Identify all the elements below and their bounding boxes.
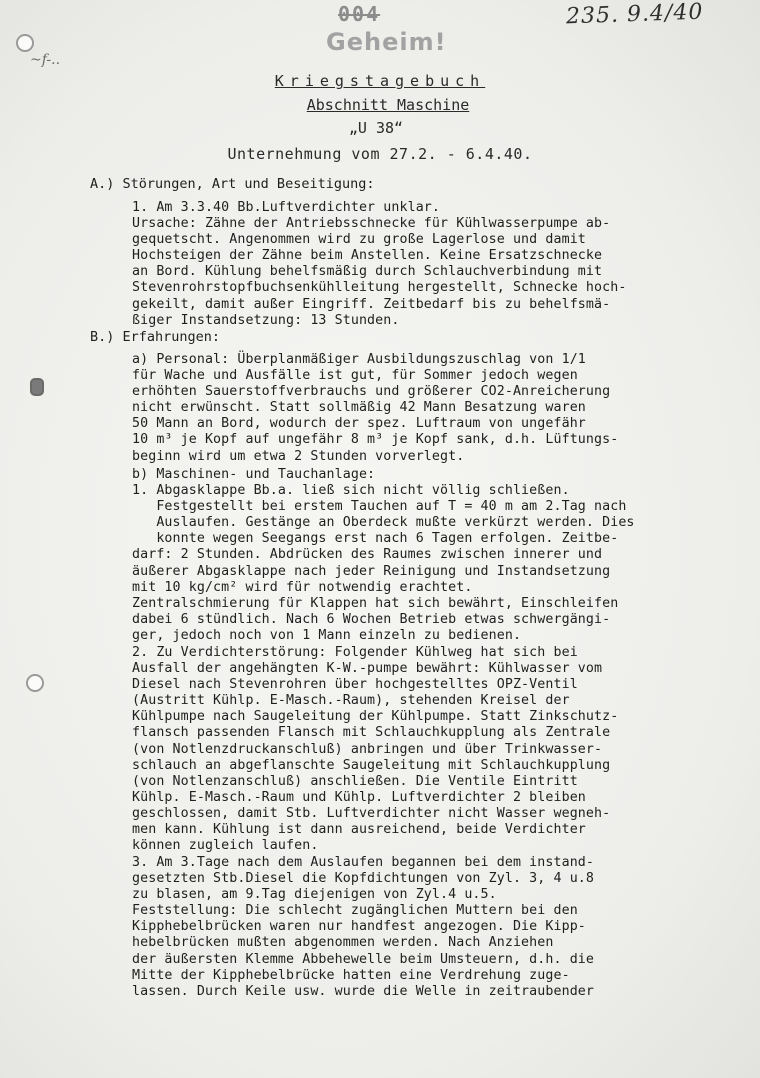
section-b-personnel: a) Personal: Überplanmäßiger Ausbildungszuschlag von 1/1 für Wache und Ausfälle ist gut, für Sommer jedoch wegen erhöhten Sauerstoffverbrauchs und größerer CO2-Anreicherung nicht erwünscht. Statt sollmäßig 42 Mann Besatzung waren 50 Mann an Bord, wodurch der spez. Luftraum von ungefähr 10 m³ je Kopf auf ungefähr 8 m³ je Kopf sank, d.h. Lüftungs- beginn wird um etwa 2 Stunden vorverlegt.	[132, 352, 619, 464]
document-subtitle: Abschnitt Maschine	[306, 96, 470, 114]
section-b-machinery: b) Maschinen- und Tauchanlage: 1. Abgasklappe Bb.a. ließ sich nicht völlig schließen. Festgestellt bei erstem Tauchen auf T = 40 m am 2.Tag nach Auslaufen. Gestänge an Oberdeck mußte verkürzt werden. Dies konnte wegen Seegangs erst nach 6 Tagen erfolgen. Zeitbe- darf: 2 Stunden. Abdrücken des Raumes zwischen innerer und äußerer Abgasklappe nach jeder Reinigung und Instandsetzung mit 10 kg/cm² wird für notwendig erachtet. Zentralschmierung für Klappen hat sich bewährt, Einschleifen dabei 6 stündlich. Nach 6 Wochen Betrieb etwas schwergängi- ger, jedoch noch von 1 Mann einzeln zu bedienen.	[132, 467, 635, 643]
document-title: Kriegstagebuch	[274, 72, 486, 90]
punch-hole	[26, 674, 44, 692]
handwritten-margin-mark: ~f-..	[30, 52, 61, 68]
punch-hole	[30, 378, 44, 396]
section-b-diesel: 3. Am 3.Tage nach dem Auslaufen begannen bei dem instand- gesetzten Stb.Diesel die Kopfdichtungen von Zyl. 3, 4 u.8 zu blasen, am 9.Tag diejenigen von Zyl.4 u.5. Feststellung: Die schlecht zugänglichen Muttern bei den Kipphebelbrücken waren nur handfest angezogen. Die Kipp- hebelbrücken mußten abgenommen werden. Nach Anziehen der äußersten Klemme Abbehewelle beim Umsteuern, d.h. die Mitte der Kipphebelbrücke hatten eine Verdrehung zuge- lassen. Durch Keile usw. wurde die Welle in zeitraubender	[132, 855, 595, 999]
section-a-heading: A.) Störungen, Art und Beseitigung:	[90, 176, 375, 192]
section-a-text: 1. Am 3.3.40 Bb.Luftverdichter unklar. Ursache: Zähne der Antriebsschnecke für Kühlwasserpumpe ab- gequetscht. Angenommen wird zu große Lagerlose und damit Hochsteigen der Zähne beim Anstellen. Keine Ersatzschnecke an Bord. Kühlung behelfsmäßig durch Schlauchverbindung mit Stevenrohrstopfbuchsenkühlleitung hergestellt, Schnecke hoch- gekeilt, damit außer Eingriff. Zeitbedarf bis zu behelfsmä- ßiger Instandsetzung: 13 Stunden.	[132, 200, 627, 328]
document-number-stamp: 004	[338, 2, 381, 26]
boat-designation: „U 38“	[348, 119, 404, 137]
punch-hole	[16, 34, 34, 52]
handwritten-reference: 235. 9.4/40	[565, 0, 704, 30]
section-b-heading: B.) Erfahrungen:	[90, 329, 221, 345]
classification-stamp: Geheim!	[326, 28, 447, 56]
mission-period: Unternehmung vom 27.2. - 6.4.40.	[227, 145, 533, 163]
section-b-compressor: 2. Zu Verdichterstörung: Folgender Kühlweg hat sich bei Ausfall der angehängten K-W.-pumpe bewährt: Kühlwasser vom Diesel nach Stevenrohren über hochgestelltes OPZ-Ventil (Austritt Kühlp. E-Masch.-Raum), stehenden Kreisel der Kühlpumpe nach Saugeleitung der Kühlpumpe. Statt Zinkschutz- flansch passenden Flansch mit Schlauchkupplung als Zentrale (von Notlenzdruckanschluß) anbringen und über Trinkwasser- schlauch an abgeflanschte Saugeleitung mit Schlauchkupplung (von Notlenzanschluß) anschließen. Die Ventile Eintritt Kühlp. E-Masch.-Raum und Kühlp. Luftverdichter 2 bleiben geschlossen, damit Stb. Luftverdichter nicht Wasser wegneh- men kann. Kühlung ist dann ausreichend, beide Verdichter können zugleich laufen.	[132, 645, 619, 854]
